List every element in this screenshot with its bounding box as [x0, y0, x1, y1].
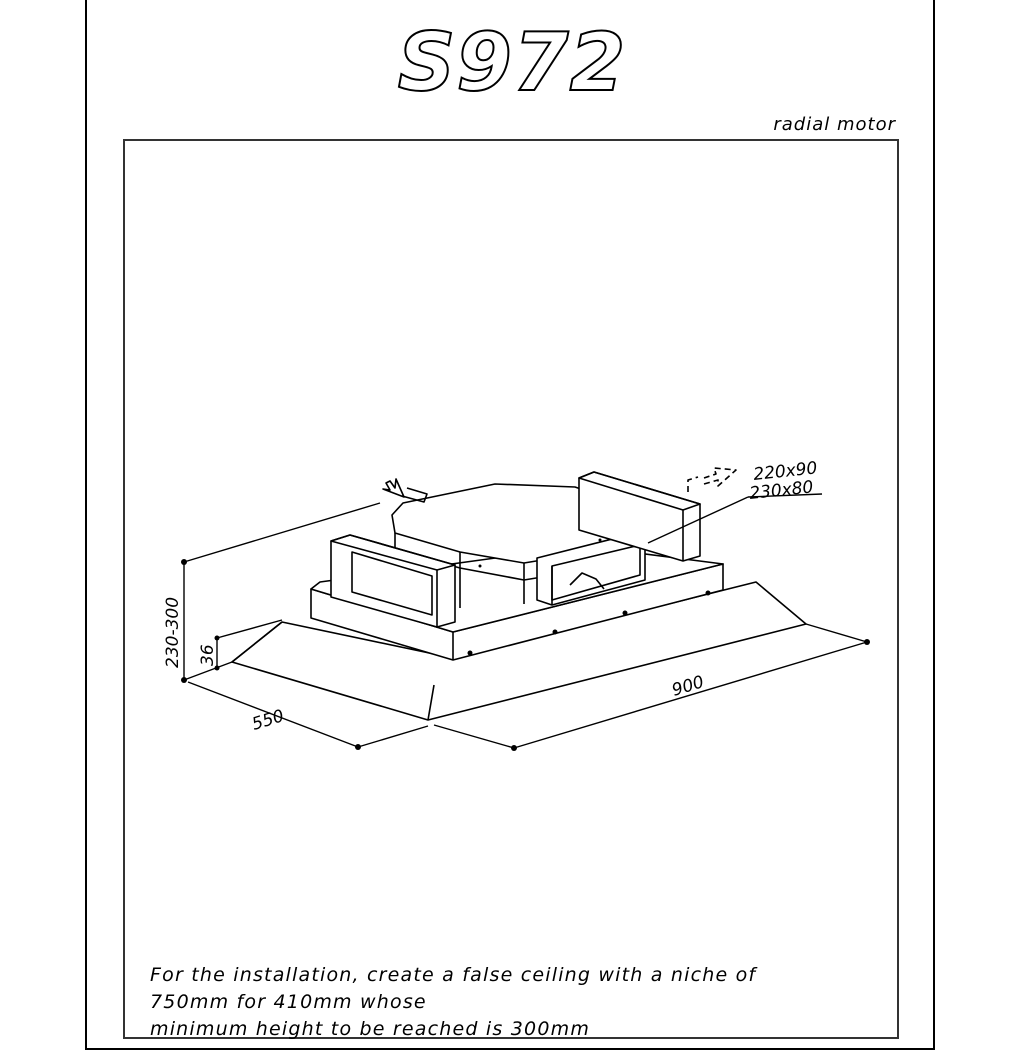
airflow-arrow-left: [383, 479, 427, 502]
note-line-1: For the installation, create a false ceiling with a niche of: [150, 964, 757, 986]
dim-label-depth: 550: [249, 706, 287, 735]
note-line-3: minimum height to be reached is 300mm: [150, 1018, 591, 1040]
installation-note: [150, 962, 800, 1043]
outlet-size-a: 220x90: [752, 458, 819, 485]
dim-label-height: 230-300: [163, 596, 183, 668]
outlet-size-b: 230x80: [748, 477, 815, 504]
note-line-2: 750mm for 410mm whose: [150, 991, 427, 1013]
dim-label-width: 900: [669, 672, 707, 701]
airflow-arrow-right: [688, 468, 736, 492]
motor-type-label: radial motor: [773, 114, 896, 135]
dim-label-frame: 36: [198, 644, 218, 666]
model-title: S972: [397, 16, 627, 109]
